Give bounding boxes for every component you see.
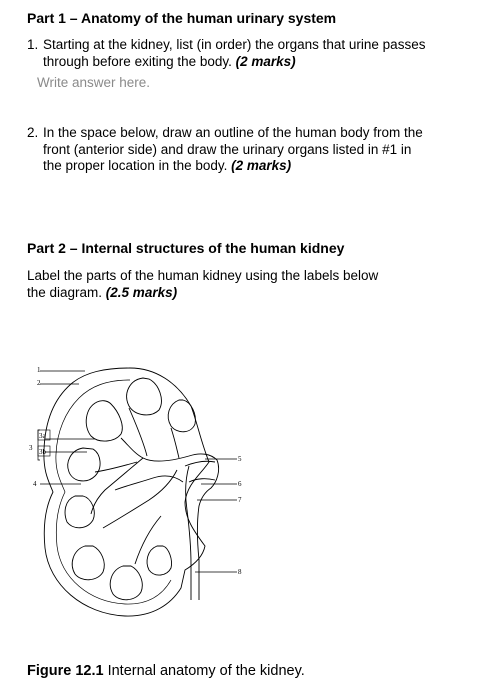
kidney-pyramid-2	[127, 378, 162, 415]
part1-heading: Part 1 – Anatomy of the human urinary system	[27, 10, 337, 26]
kidney-pyramid-5	[65, 496, 94, 528]
question-1	[27, 37, 447, 70]
label-3b: 3b	[39, 448, 46, 456]
label-3a: 3a	[39, 432, 46, 440]
question-2	[27, 125, 427, 175]
minor-calyx-b	[103, 470, 177, 528]
minor-calyx-d	[171, 428, 179, 458]
question-2-number: 2.	[27, 125, 39, 140]
label-6: 6	[238, 480, 242, 488]
figure-caption-text: Internal anatomy of the kidney.	[103, 663, 305, 679]
label-2: 2	[37, 379, 41, 387]
kidney-pyramid-8	[147, 546, 171, 575]
renal-vessel-vein	[189, 479, 215, 482]
kidney-pyramid-7	[110, 566, 142, 600]
renal-vessel-artery	[185, 461, 215, 466]
minor-calyx-a	[95, 462, 137, 472]
renal-column	[115, 476, 183, 490]
label-1: 1	[37, 366, 41, 374]
part2-heading: Part 2 – Internal structures of the human kidney	[27, 240, 345, 256]
part2-instruction-text: Label the parts of the human kidney using the labels below the diagram.	[27, 268, 379, 300]
major-calyx-lower	[91, 458, 143, 514]
figure-caption	[27, 662, 305, 680]
kidney-pyramid-3	[168, 400, 195, 432]
answer-field[interactable]: Write answer here.	[37, 75, 151, 90]
kidney-outer-capsule	[44, 368, 209, 616]
question-1-number: 1.	[27, 37, 39, 52]
question-2-text: In the space below, draw an outline of the human body from the front (anterior side) and draw the urinary organs listed in #1 in the proper location in the body.	[43, 125, 423, 173]
label-4: 4	[33, 480, 37, 488]
label-8: 8	[238, 568, 242, 576]
figure-label: Figure 12.1	[27, 663, 104, 679]
part2-instruction	[27, 268, 397, 301]
part2-marks: (2.5 marks)	[105, 284, 178, 300]
kidney-diagram	[25, 350, 265, 630]
label-5: 5	[238, 455, 242, 463]
question-2-marks: (2 marks)	[231, 158, 292, 173]
label-7: 7	[238, 496, 242, 504]
kidney-pyramid-6	[72, 546, 104, 580]
question-1-text: Starting at the kidney, list (in order) the organs that urine passes through before exiting the body.	[43, 37, 426, 69]
question-1-marks: (2 marks)	[235, 53, 296, 69]
kidney-pyramid-4	[68, 448, 100, 481]
label-3: 3	[29, 444, 33, 452]
kidney-pyramid-1	[86, 401, 122, 441]
